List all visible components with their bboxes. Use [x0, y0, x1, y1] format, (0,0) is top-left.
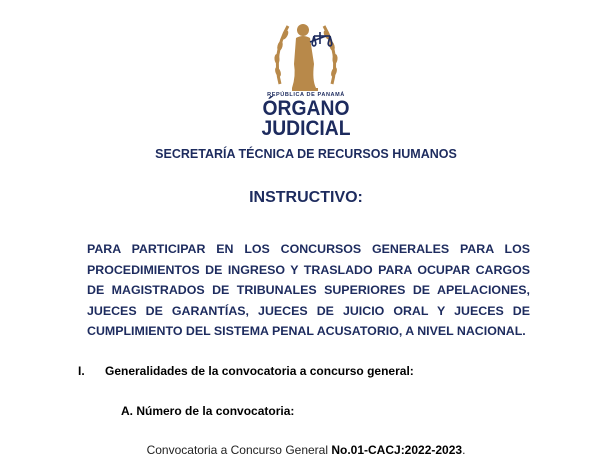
convocatoria-line	[0, 443, 612, 457]
subsection-label: A.	[121, 404, 133, 418]
section-heading: Generalidades de la convocatoria a concurso general:	[105, 364, 414, 378]
purpose-paragraph: PARA PARTICIPAR EN LOS CONCURSOS GENERALES PARA LOS PROCEDIMIENTOS DE INGRESO Y TRASLADO PARA OCUPAR CARGOS DE MAGISTRADOS DE TRIBUNALES SUPERIORES DE APELACIONES, JUECES DE GARANTÍAS, JUECES DE JUICIO ORAL Y JUECES DE CUMPLIMIENTO DEL SISTEMA PENAL ACUSATORIO, A NIVEL NACIONAL.	[87, 242, 530, 338]
section-number: I.	[78, 364, 85, 378]
subsection-heading: Número de la convocatoria:	[136, 404, 295, 418]
subsection-numero-convocatoria	[121, 404, 294, 418]
convocatoria-suffix: .	[462, 443, 466, 457]
lady-justice-icon	[270, 14, 342, 94]
logo-organo-text: ÓRGANO	[262, 97, 350, 120]
organo-judicial-logo	[0, 14, 612, 140]
department-heading: SECRETARÍA TÉCNICA DE RECURSOS HUMANOS	[155, 147, 457, 161]
logo-judicial-text: JUDICIAL	[261, 117, 351, 140]
convocatoria-code: No.01-CACJ:2022-2023	[331, 443, 463, 457]
document-title: INSTRUCTIVO:	[249, 189, 363, 206]
logo-republica-text: REPÚBLICA DE PANAMÁ	[267, 92, 345, 98]
convocatoria-prefix: Convocatoria a Concurso General	[146, 443, 332, 457]
